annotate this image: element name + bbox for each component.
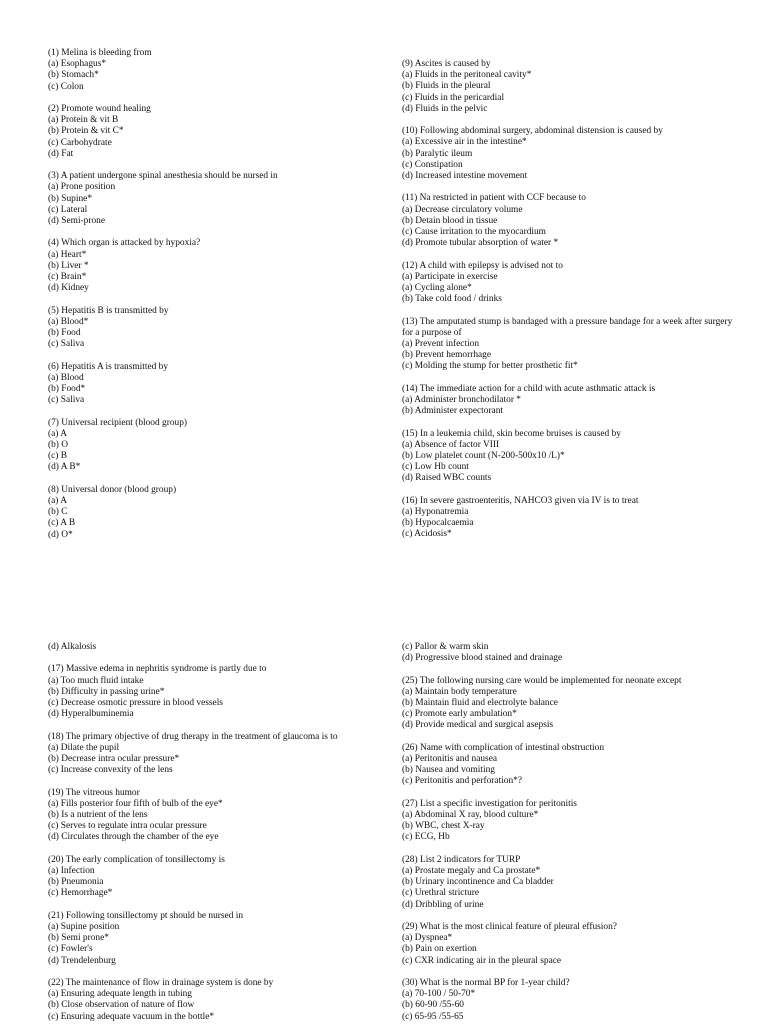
answer-option: (c) Lateral: [48, 204, 88, 215]
question-block: [402, 642, 742, 664]
question-text: (3) A patient undergone spinal anesthesia should be nursed in: [48, 171, 278, 182]
question-block: [402, 261, 742, 306]
question-text: (20) The early complication of tonsillectomy is: [48, 854, 225, 865]
question-block: [402, 922, 742, 967]
answer-option: (d) Promote tubular absorption of water *: [402, 238, 559, 249]
question-block: [402, 676, 742, 732]
answer-option: (a) A: [48, 496, 68, 507]
answer-option: (a) Prone position: [48, 182, 116, 193]
question-block: [48, 664, 388, 720]
top-right-column: [402, 59, 742, 552]
answer-option: (c) Acidosis*: [402, 529, 452, 540]
answer-option: (d) Increased intestine movement: [402, 171, 528, 182]
question-text: (9) Ascites is caused by: [402, 59, 491, 69]
answer-option: (b) Detain blood in tissue: [402, 215, 498, 226]
question-block: [48, 855, 388, 900]
answer-option: (c) Ensuring adequate vacuum in the bottle*: [48, 1011, 215, 1022]
question-block: [402, 317, 742, 373]
answer-option: (a) A: [48, 428, 68, 439]
question-text: (25) The following nursing care would be implemented for neonate except: [402, 675, 682, 686]
answer-option: (d) Dribbling of urine: [402, 899, 484, 910]
answer-option: (b) Nausea and vomiting: [402, 765, 495, 776]
question-text: (15) In a leukemia child, skin become bruises is caused by: [402, 428, 621, 439]
answer-option: (d) Circulates through the chamber of the eye: [48, 832, 219, 843]
answer-option: (a) Cycling alone*: [402, 283, 472, 294]
answer-option: (b) Urinary incontinence and Ca bladder: [402, 877, 554, 888]
answer-option: (d) A B*: [48, 462, 81, 473]
question-text: (13) The amputated stump is bandaged with a pressure bandage for a week after surgery for a purpose of: [402, 316, 735, 338]
answer-option: (a) Supine position: [48, 922, 120, 932]
answer-option: (d) Alkalosis: [48, 642, 97, 652]
answer-option: (b) Prevent hemorrhage: [402, 350, 492, 361]
answer-option: (a) Dyspnea*: [402, 933, 453, 944]
answer-option: (d) Trendelenburg: [48, 955, 116, 966]
answer-option: (c) Promote early ambulation*: [402, 709, 517, 720]
question-text: (2) Promote wound healing: [48, 104, 151, 114]
question-text: (12) A child with epilepsy is advised not to: [402, 260, 563, 271]
question-text: (27) List a specific investigation for peritonitis: [402, 798, 577, 809]
answer-option: (b) Difficulty in passing urine*: [48, 686, 165, 697]
answer-option: (b) Paralytic ileum: [402, 148, 473, 159]
top-left-column: [48, 48, 388, 552]
question-block: [402, 429, 742, 485]
answer-option: (c) Constipation: [402, 159, 463, 170]
question-block: [402, 384, 742, 418]
answer-option: (a) Protein & vit B: [48, 115, 119, 126]
answer-option: (a) Ensuring adequate length in tubing: [48, 989, 192, 1000]
answer-option: (c) Low Hb count: [402, 462, 469, 473]
answer-option: (b) Stomach*: [48, 70, 99, 81]
answer-option: (c) Saliva: [48, 395, 85, 406]
answer-option: (b) Decrease intra ocular pressure*: [48, 754, 180, 764]
answer-option: (b) Administer expectorant: [402, 406, 504, 417]
answer-option: (a) Fluids in the peritoneal cavity*: [402, 70, 532, 81]
answer-option: (b) Liver *: [48, 260, 89, 271]
question-block: [48, 171, 388, 227]
question-text: (7) Universal recipient (blood group): [48, 417, 188, 428]
question-block: [48, 788, 388, 844]
answer-option: (c) Carbohydrate: [48, 137, 112, 148]
answer-option: (b) WBC, chest X-ray: [402, 821, 485, 832]
question-block: [402, 855, 742, 911]
question-text: (18) The primary objective of drug therapy in the treatment of glaucoma is to: [48, 731, 338, 742]
answer-option: (a) Heart*: [48, 249, 87, 260]
question-text: (6) Hepatitis A is transmitted by: [48, 361, 169, 372]
answer-option: (b) Food*: [48, 384, 86, 395]
answer-option: (b) Food: [48, 328, 81, 339]
answer-option: (b) Supine*: [48, 193, 93, 204]
bottom-left-column: [48, 642, 388, 1034]
question-text: (29) What is the most clinical feature of pleural effusion?: [402, 922, 617, 932]
question-block: [402, 496, 742, 541]
question-text: (22) The maintenance of flow in drainage system is done by: [48, 978, 274, 988]
answer-option: (c) A B: [48, 518, 76, 529]
question-text: (14) The immediate action for a child with acute asthmatic attack is: [402, 383, 656, 394]
question-text: (10) Following abdominal surgery, abdominal distension is caused by: [402, 126, 663, 137]
answer-option: (a) Participate in exercise: [402, 271, 498, 282]
question-text: (26) Name with complication of intestinal obstruction: [402, 742, 605, 753]
answer-option: (b) Pain on exertion: [402, 944, 477, 955]
question-block: [48, 48, 388, 93]
question-block: [402, 978, 742, 1023]
question-block: [48, 362, 388, 407]
question-block: [48, 104, 388, 160]
answer-option: (c) CXR indicating air in the pleural space: [402, 955, 562, 966]
question-text: (21) Following tonsillectomy pt should be nursed in: [48, 910, 244, 921]
answer-option: (a) Prevent infection: [402, 339, 480, 350]
answer-option: (a) Decrease circulatory volume: [402, 204, 523, 215]
answer-option: (d) Kidney: [48, 283, 89, 294]
answer-option: (d) Fat: [48, 148, 74, 159]
answer-option: (b) Fluids in the pleural: [402, 81, 491, 92]
question-block: [48, 732, 388, 777]
answer-option: (b) 60-90 /55-60: [402, 1000, 464, 1011]
answer-option: (a) Administer bronchodilator *: [402, 395, 521, 406]
answer-option: (c) Colon: [48, 81, 84, 92]
answer-option: (c) Molding the stump for better prosthetic fit*: [402, 361, 578, 372]
answer-option: (b) Is a nutrient of the lens: [48, 810, 148, 820]
question-block: [402, 59, 742, 115]
question-text: (30) What is the normal BP for 1-year child?: [402, 978, 570, 988]
answer-option: (c) Hemorrhage*: [48, 888, 113, 899]
answer-option: (d) Hyperalbuminemia: [48, 709, 134, 720]
answer-option: (c) Saliva: [48, 339, 85, 350]
answer-option: (b) C: [48, 507, 68, 518]
answer-option: (b) Maintain fluid and electrolyte balance: [402, 698, 558, 708]
answer-option: (b) Take cold food / drinks: [402, 294, 502, 305]
answer-option: (b) Semi prone*: [48, 933, 109, 944]
answer-option: (c) Increase convexity of the lens: [48, 765, 173, 776]
answer-option: (b) Protein & vit C*: [48, 126, 124, 137]
answer-option: (d) Fluids in the pelvic: [402, 103, 488, 114]
answer-option: (b) Low platelet count (N-200-500x10 /L)*: [402, 451, 565, 462]
question-block: [48, 911, 388, 967]
answer-option: (a) Blood: [48, 372, 84, 383]
answer-option: (c) 65-95 /55-65: [402, 1011, 464, 1022]
answer-option: (a) Peritonitis and nausea: [402, 754, 498, 764]
question-text: (11) Na restricted in patient with CCF because to: [402, 193, 586, 204]
answer-option: (a) Maintain body temperature: [402, 686, 517, 697]
answer-option: (b) Pneumonia: [48, 877, 104, 888]
answer-option: (a) Fills posterior four fifth of bulb of the eye*: [48, 798, 223, 809]
answer-option: (a) Blood*: [48, 316, 89, 327]
answer-option: (c) Pallor & warm skin: [402, 642, 489, 652]
answer-option: (c) Peritonitis and perforation*?: [402, 776, 523, 787]
question-block: [402, 799, 742, 844]
question-block: [48, 306, 388, 351]
answer-option: (a) Infection: [48, 866, 95, 876]
question-text: (16) In severe gastroenteritis, NAHCO3 given via IV is to treat: [402, 495, 639, 506]
answer-option: (a) Absence of factor VIII: [402, 439, 500, 450]
answer-option: (a) Dilate the pupil: [48, 742, 120, 753]
question-block: [402, 193, 742, 249]
answer-option: (d) Progressive blood stained and drainage: [402, 653, 563, 664]
question-block: [402, 743, 742, 788]
answer-option: (c) Cause irritation to the myocardium: [402, 227, 546, 238]
answer-option: (a) Esophagus*: [48, 59, 107, 70]
question-text: (8) Universal donor (blood group): [48, 484, 177, 495]
question-block: [48, 642, 388, 653]
question-block: [402, 126, 742, 182]
answer-option: (c) Fluids in the pericardial: [402, 92, 505, 103]
question-block: [48, 978, 388, 1023]
answer-option: (c) Fowler's: [48, 944, 93, 955]
answer-option: (b) O: [48, 440, 69, 451]
answer-option: (c) Brain*: [48, 272, 87, 283]
answer-option: (c) Serves to regulate intra ocular pressure: [48, 821, 207, 832]
answer-option: (d) Provide medical and surgical asepsis: [402, 720, 554, 731]
answer-option: (a) Hyponatremia: [402, 507, 469, 518]
bottom-right-column: [402, 642, 742, 1034]
answer-option: (a) 70-100 / 50-70*: [402, 989, 476, 1000]
question-block: [48, 418, 388, 474]
answer-option: (a) Prostate megaly and Ca prostate*: [402, 866, 541, 876]
question-text: (4) Which organ is attacked by hypoxia?: [48, 238, 201, 249]
question-text: (19) The vitreous humor: [48, 787, 140, 798]
answer-option: (a) Abdominal X ray, blood culture*: [402, 810, 539, 820]
answer-option: (a) Excessive air in the intestine*: [402, 137, 527, 148]
question-text: (1) Melina is bleeding from: [48, 48, 152, 58]
question-block: [48, 485, 388, 541]
answer-option: (b) Close observation of nature of flow: [48, 1000, 195, 1011]
question-text: (28) List 2 indicators for TURP: [402, 854, 521, 865]
answer-option: (c) Urethral stricture: [402, 888, 480, 899]
question-text: (17) Massive edema in nephritis syndrome is partly due to: [48, 664, 267, 675]
answer-option: (a) Too much fluid intake: [48, 675, 144, 686]
answer-option: (c) ECG, Hb: [402, 832, 450, 843]
answer-option: (b) Hypocalcaemia: [402, 518, 474, 529]
answer-option: (d) Semi-prone: [48, 216, 106, 227]
answer-option: (d) O*: [48, 529, 73, 540]
answer-option: (d) Raised WBC counts: [402, 473, 492, 484]
question-block: [48, 238, 388, 294]
question-text: (5) Hepatitis B is transmitted by: [48, 305, 169, 316]
answer-option: (c) B: [48, 451, 68, 462]
answer-option: (c) Decrease osmotic pressure in blood vessels: [48, 698, 223, 708]
